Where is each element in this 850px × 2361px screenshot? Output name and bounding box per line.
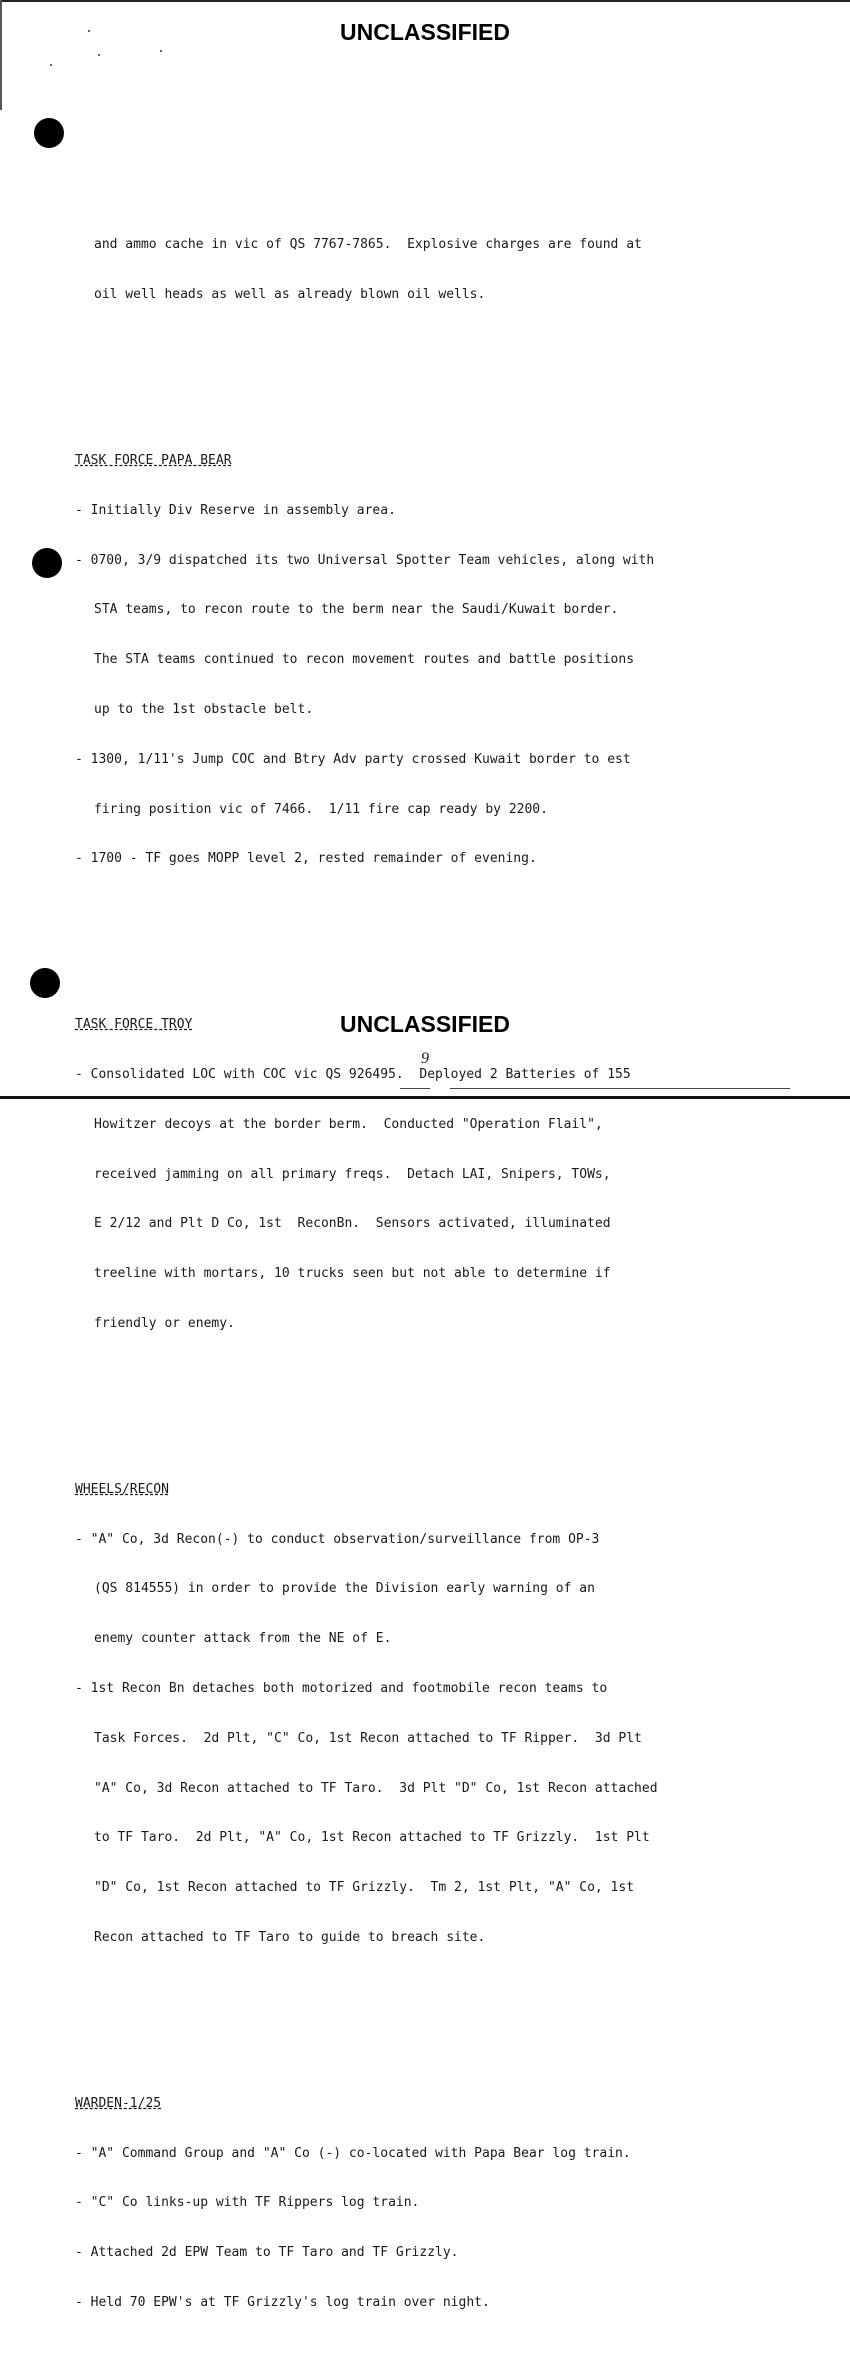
classification-footer: UNCLASSIFIED: [340, 1011, 510, 1037]
scan-speck: [88, 30, 90, 32]
section-wheels-recon: [75, 1449, 835, 1980]
scan-speck: [50, 64, 52, 66]
list-item-line: - 1700 - TF goes MOPP level 2, rested remainder of evening.: [75, 851, 537, 867]
page-number: 9: [421, 1050, 429, 1067]
list-item-continuation: received jamming on all primary freqs. Detach LAI, Snipers, TOWs,: [94, 1166, 611, 1182]
list-item-line: - Consolidated LOC with COC vic QS 926495. Deployed 2 Batteries of 155: [75, 1067, 631, 1083]
list-item-line: - 1300, 1/11's Jump COC and Btry Adv party crossed Kuwait border to est: [75, 751, 631, 767]
list-item-line: - 0700, 3/9 dispatched its two Universal Spotter Team vehicles, along with: [75, 552, 655, 568]
top-edge-rule: [0, 0, 850, 2]
list-item-continuation: friendly or enemy.: [94, 1315, 235, 1331]
bottom-scan-rule: [400, 1088, 430, 1089]
list-item-continuation: Howitzer decoys at the border berm. Conducted "Operation Flail",: [94, 1116, 603, 1132]
intro-line: oil well heads as well as already blown oil wells.: [94, 287, 486, 303]
list-item-continuation: "D" Co, 1st Recon attached to TF Grizzly. Tm 2, 1st Plt, "A" Co, 1st: [94, 1880, 635, 1896]
left-edge-rule: [0, 0, 2, 110]
list-item-continuation: Recon attached to TF Taro to guide to breach site.: [94, 1929, 486, 1945]
bottom-edge-rule: [0, 1096, 850, 1099]
scan-speck: [98, 54, 100, 56]
section-heading: TASK FORCE TROY: [75, 1017, 193, 1033]
list-item-continuation: The STA teams continued to recon movement routes and battle positions: [94, 652, 635, 668]
list-item-continuation: STA teams, to recon route to the berm near the Saudi/Kuwait border.: [94, 602, 619, 618]
binder-hole-icon: [34, 118, 64, 148]
list-item-continuation: "A" Co, 3d Recon attached to TF Taro. 3d Plt "D" Co, 1st Recon attached: [94, 1780, 658, 1796]
section-warden-1-25: [75, 2063, 835, 2345]
list-item-continuation: E 2/12 and Plt D Co, 1st ReconBn. Sensors activated, illuminated: [94, 1216, 611, 1232]
list-item-continuation: treeline with mortars, 10 trucks seen but not able to determine if: [94, 1266, 611, 1282]
section-heading: TASK FORCE PAPA BEAR: [75, 453, 232, 469]
list-item-line: - Held 70 EPW's at TF Grizzly's log train over night.: [75, 2295, 490, 2310]
scan-speck: [160, 50, 162, 52]
section-heading: WARDEN-1/25: [75, 2095, 162, 2111]
binder-hole-icon: [30, 968, 60, 998]
list-item-continuation: (QS 814555) in order to provide the Division early warning of an: [94, 1581, 595, 1597]
list-item-continuation: to TF Taro. 2d Plt, "A" Co, 1st Recon attached to TF Grizzly. 1st Plt: [94, 1830, 650, 1846]
list-item-line: - Attached 2d EPW Team to TF Taro and TF Grizzly.: [75, 2245, 459, 2261]
list-item-line: - "A" Co, 3d Recon(-) to conduct observation/surveillance from OP-3: [75, 1531, 600, 1547]
list-item-continuation: enemy counter attack from the NE of E.: [94, 1631, 392, 1647]
list-item-line: - 1st Recon Bn detaches both motorized and footmobile recon teams to: [75, 1681, 608, 1697]
list-item-continuation: Task Forces. 2d Plt, "C" Co, 1st Recon attached to TF Ripper. 3d Plt: [94, 1730, 642, 1746]
section-task-force-troy: [75, 984, 835, 1366]
intro-paragraph: [75, 204, 835, 337]
list-item-line: - "C" Co links-up with TF Rippers log train.: [75, 2195, 420, 2211]
document-body: [75, 171, 835, 2361]
list-item-line: - Initially Div Reserve in assembly area.: [75, 502, 396, 518]
intro-line: and ammo cache in vic of QS 7767-7865. Explosive charges are found at: [94, 237, 642, 253]
section-heading: WHEELS/RECON: [75, 1481, 169, 1497]
section-task-force-papa-bear: [75, 420, 835, 901]
list-item-continuation: up to the 1st obstacle belt.: [94, 702, 314, 717]
list-item-line: - "A" Command Group and "A" Co (-) co-located with Papa Bear log train.: [75, 2145, 631, 2161]
list-item-continuation: firing position vic of 7466. 1/11 fire cap ready by 2200.: [94, 801, 548, 817]
classification-header: UNCLASSIFIED: [340, 19, 510, 45]
binder-hole-icon: [32, 548, 62, 578]
bottom-scan-rule: [450, 1088, 790, 1089]
